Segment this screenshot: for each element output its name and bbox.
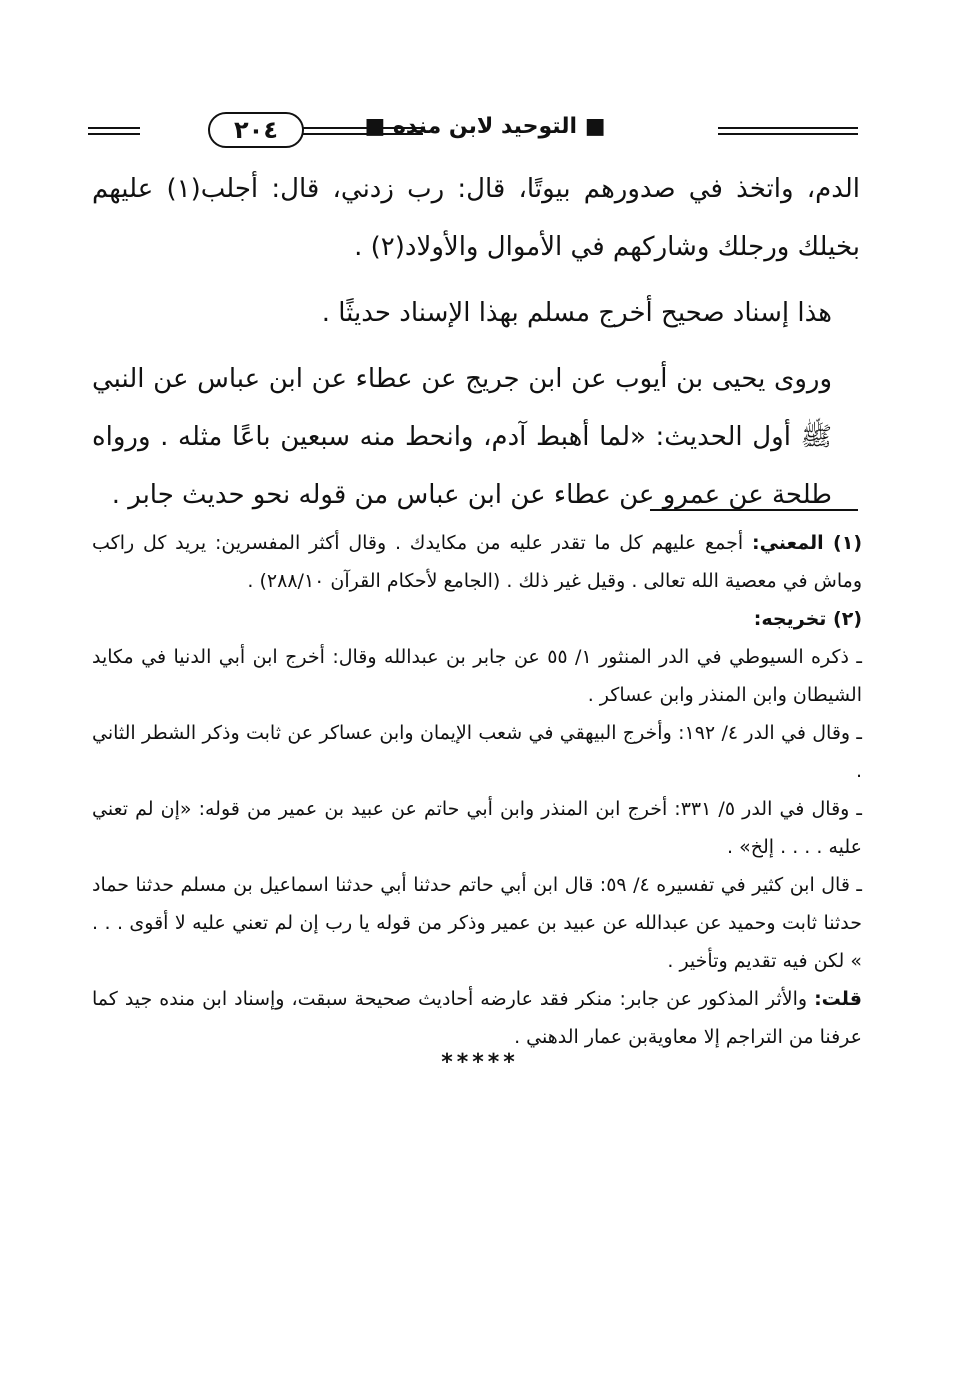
paragraph-2: هذا إسناد صحيح أخرج مسلم بهذا الإسناد حديثًا .	[321, 298, 832, 328]
footnote-1-text: أجمع عليهم كل ما تقدر عليه من مكايدك . وقال أكثر المفسرين: يريد كل راكب وماش في معصية الله تعالى . وقيل غير ذلك . (الجامع لأحكام القرآن ٢٨٨/١٠) .	[92, 532, 862, 592]
footnote-1-marker: (١) المعني:	[751, 532, 862, 554]
end-ornament: *****	[441, 1050, 519, 1075]
paragraph-1: الدم، واتخذ في صدورهم بيوتًا، قال: رب زدني، قال: أجلب(١) عليهم بخيلك ورجلك وشاركهم في الأموال والأولاد(٢) .	[92, 174, 860, 262]
header-rule-right	[718, 127, 858, 135]
footnote-2-item-1: ـ ذكره السيوطي في الدر المنثور ١/ ٥٥ عن جابر بن عبدالله وقال: أخرج ابن أبي الدنيا في مكايد الشيطان وابن المنذر وابن عساكر .	[92, 646, 862, 706]
paragraph-3: وروى يحيى بن أيوب عن ابن جريج عن عطاء عن ابن عباس عن النبي ﷺ أول الحديث: «لما أهبط آدم، وانحط منه سبعين باعًا مثله . ورواه طلحة عن عمرو عن عطاء عن ابن عباس من قوله نحو حديث جابر .	[92, 364, 832, 510]
footnote-2-heading: (٢) تخريجه:	[753, 608, 862, 630]
conclusion-label: قلت:	[814, 988, 862, 1010]
footnote-2-item-2: ـ وقال في الدر ٤/ ١٩٢: وأخرج البيهقي في شعب الإيمان وابن عساكر عن ثابت وذكر الشطر الثاني .	[92, 722, 862, 782]
conclusion-text: والأثر المذكور عن جابر: منكر فقد عارضه أحاديث صحيحة سبقت، وإسناد ابن منده جيد كما عرفنا من التراجم إلا معاويةبن عمار الدهني .	[92, 988, 862, 1048]
book-title: ■ التوحيد لابن منده ■	[364, 114, 606, 139]
footnote-2-item-3: ـ وقال في الدر ٥/ ٣٣١: أخرج ابن المنذر وابن أبي حاتم عن عبيد بن عمير من قوله: «إن لم تعني عليه . . . . إلخ» .	[92, 798, 862, 858]
main-text	[92, 160, 860, 524]
header-rule-left	[88, 127, 140, 135]
footnote-2-item-4: ـ قال ابن كثير في تفسيره ٤/ ٥٩: قال ابن أبي حاتم حدثنا أبي حدثنا اسماعيل بن مسلم حدثنا حماد حدثنا ثابت وحميد عن عبدالله عن عبيد بن عمير وذكر من قوله يا رب إن لم تعني عليه لا أقوى . . . » لكن فيه تقديم وتأخير .	[92, 874, 862, 972]
page-number: ٢٠٤	[208, 112, 304, 148]
footnote-conclusion	[92, 980, 862, 1056]
footnotes	[92, 524, 862, 1056]
footnote-separator	[650, 509, 858, 511]
footnote-1	[92, 524, 862, 600]
